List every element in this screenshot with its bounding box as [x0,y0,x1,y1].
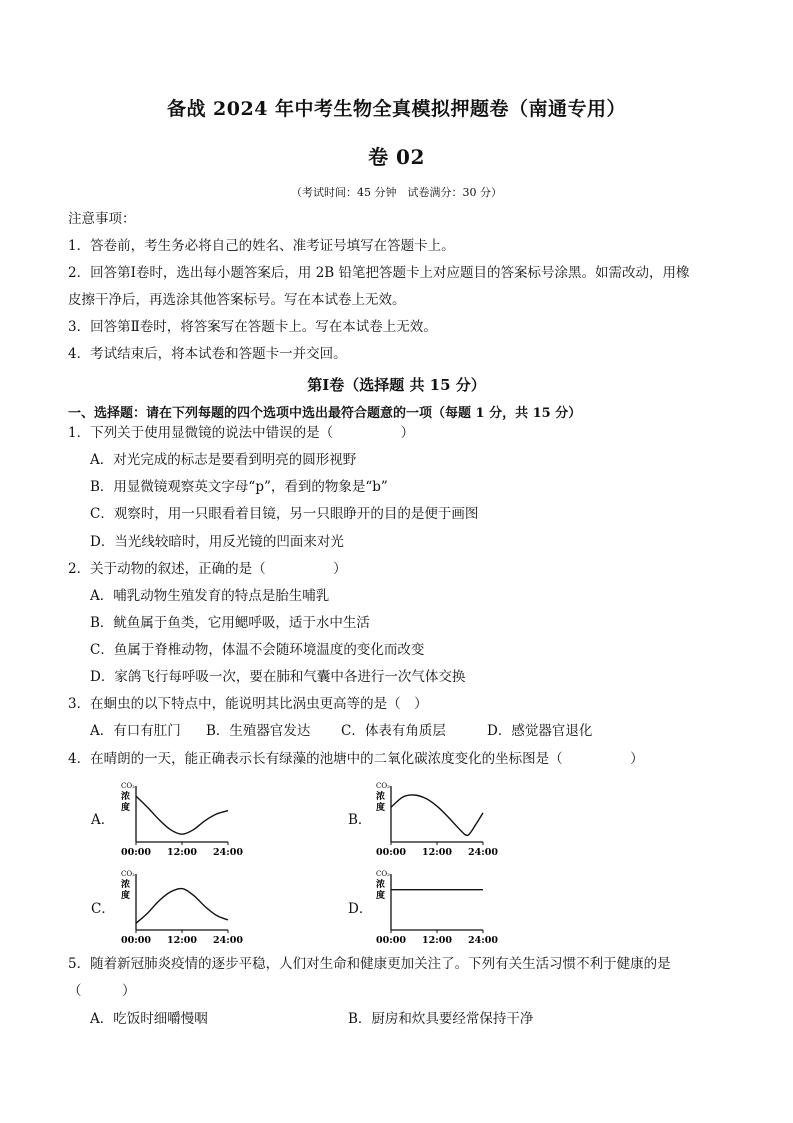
option: C．观察时，用一只眼看着目镜，另一只眼睁开的目的是便于画图 [90,506,479,522]
question-stem-cont: （ ） [68,983,136,999]
x-tick-label: 12:00 [167,847,197,858]
question-stem: 3．在蛔虫的以下特点中，能说明其比涡虫更高等的是（ ） [68,696,428,712]
x-tick-label: 00:00 [121,847,151,858]
co2-chart-d [373,868,503,950]
co2-curve [136,888,228,923]
question-stem: 2．关于动物的叙述，正确的是（ ） [68,561,347,577]
co2-curve [391,795,483,835]
section-title: 第Ⅰ卷（选择题 共 15 分） [307,376,486,394]
x-tick-label: 12:00 [422,935,452,946]
notice-heading: 注意事项： [68,211,136,227]
y-axis-label: 浓 [376,792,386,802]
option: D．当光线较暗时，用反光镜的凹面来对光 [90,534,344,550]
y-axis-label: 度 [121,891,131,901]
section-instruction: 一、选择题：请在下列每题的四个选项中选出最符合题意的一项（每题 1 分，共 15 分） [68,406,582,421]
question-stem: 1．下列关于使用显微镜的说法中错误的是（ ） [68,425,415,441]
notice-item: 皮擦干净后，再选涂其他答案标号。写在本试卷上无效。 [68,292,406,308]
co2-chart-b [373,780,503,862]
y-axis-label: 浓 [121,880,131,890]
y-axis-label: 度 [376,803,386,813]
notice-item: 4．考试结束后，将本试卷和答题卡一并交回。 [68,346,347,362]
y-axis-label-top: CO₂ [376,870,390,878]
chart-option-label: A． [91,812,115,828]
notice-item: 2．回答第Ⅰ卷时，选出每小题答案后，用 2B 铅笔把答题卡上对应题目的答案标号涂黑。如需改动，用橡 [68,265,690,281]
question-stem: 5．随着新冠肺炎疫情的逐步平稳，人们对生命和健康更加关注了。下列有关生活习惯不利于健康的是 [68,956,671,972]
exam-info: （考试时间：45 分钟 试卷满分：30 分） [291,186,502,199]
option: D．感觉器官退化 [487,723,593,739]
option: A．有口有肛门 [90,723,181,739]
x-tick-label: 24:00 [213,935,243,946]
x-tick-label: 24:00 [213,847,243,858]
x-tick-label: 12:00 [422,847,452,858]
notice-item: 1．答卷前，考生务必将自己的姓名、准考证号填写在答题卡上。 [68,238,455,254]
option: D．家鸽飞行每呼吸一次，要在肺和气囊中各进行一次气体交换 [90,669,466,685]
x-tick-label: 00:00 [376,935,406,946]
y-axis-label-top: CO₂ [121,782,135,790]
x-tick-label: 24:00 [468,847,498,858]
option: A．哺乳动物生殖发育的特点是胎生哺乳 [90,588,330,604]
option: B．厨房和炊具要经常保持干净 [348,1011,534,1027]
chart-option-label: C． [91,901,115,917]
co2-chart-a [118,780,248,862]
x-tick-label: 00:00 [376,847,406,858]
x-tick-label: 00:00 [121,935,151,946]
option: B．生殖器官发达 [206,723,311,739]
y-axis-label: 浓 [376,880,386,890]
paper-title: 备战 2024 年中考生物全真模拟押题卷（南通专用） [166,98,627,120]
co2-curve [136,796,228,834]
y-axis-label: 度 [376,891,386,901]
option: C．鱼属于脊椎动物，体温不会随环境温度的变化而改变 [90,642,425,658]
y-axis-label-top: CO₂ [121,870,135,878]
chart-option-label: D． [348,901,373,917]
question-stem: 4．在晴朗的一天，能正确表示长有绿藻的池塘中的二氧化碳浓度变化的坐标图是（ ） [68,751,644,767]
option: C．体表有角质层 [341,723,446,739]
y-axis-label: 度 [121,803,131,813]
co2-chart-c [118,868,248,950]
option: A．对光完成的标志是要看到明亮的圆形视野 [90,452,357,468]
chart-option-label: B． [348,812,372,828]
paper-number: 卷 02 [368,145,425,169]
y-axis-label: 浓 [121,792,131,802]
option: B．鱿鱼属于鱼类，它用鳃呼吸，适于水中生活 [90,615,370,631]
option: B．用显微镜观察英文字母“p”，看到的物象是“b” [90,479,388,495]
x-tick-label: 12:00 [167,935,197,946]
notice-item: 3．回答第Ⅱ卷时，将答案写在答题卡上。写在本试卷上无效。 [68,319,437,335]
y-axis-label-top: CO₂ [376,782,390,790]
x-tick-label: 24:00 [468,935,498,946]
option: A．吃饭时细嚼慢咽 [90,1011,208,1027]
